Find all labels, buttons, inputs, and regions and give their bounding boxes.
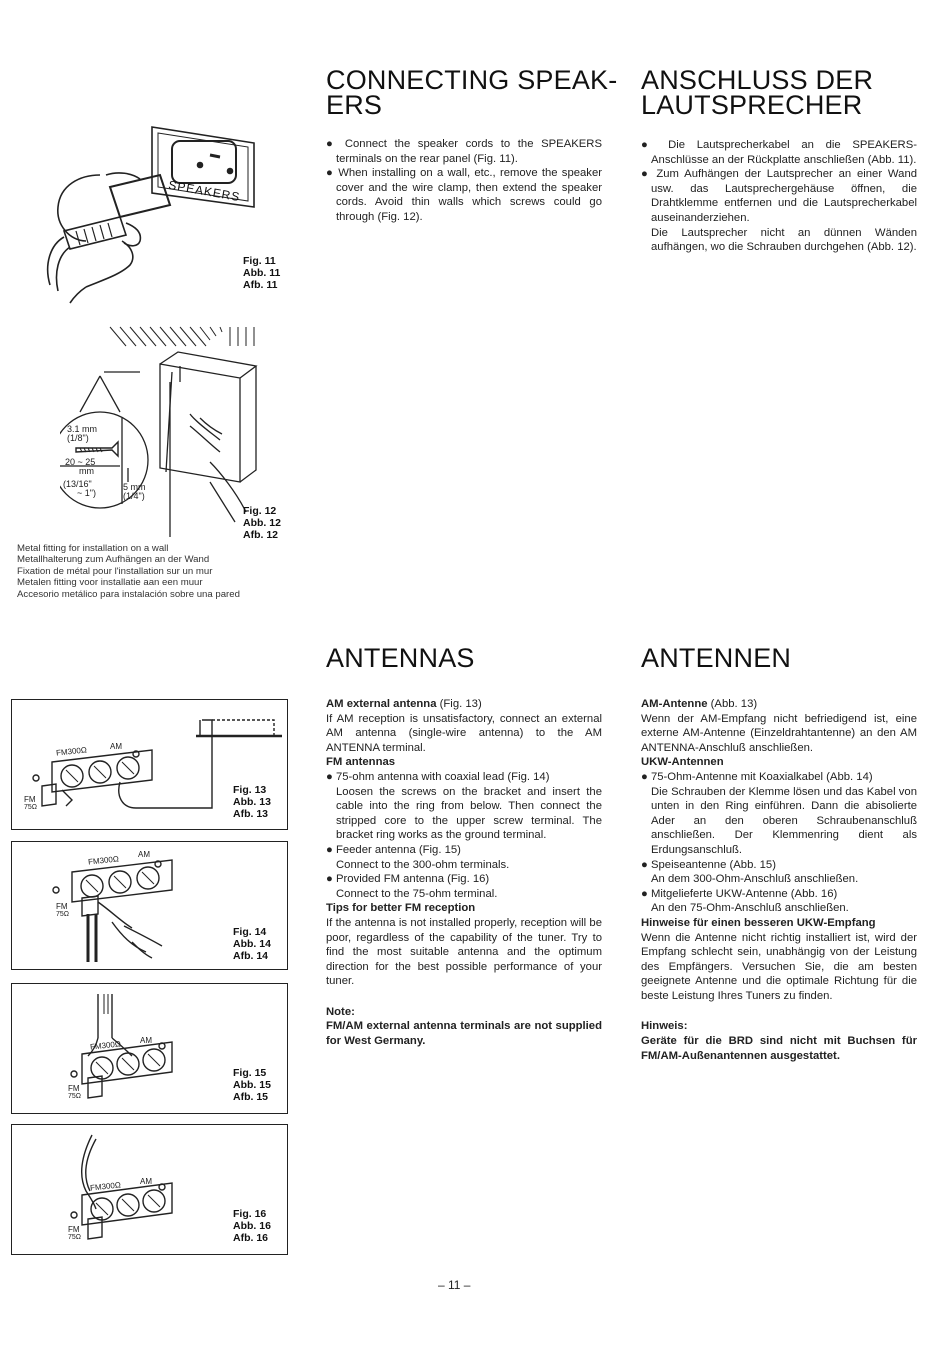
- fm300-label: FM300Ω: [89, 1039, 122, 1052]
- am-heading-line: [641, 697, 917, 712]
- fm-item-bullet: 75-Ohm-Antenne mit Koaxialkabel (Abb. 14): [650, 770, 873, 783]
- fig11-label-de: Abb. 11: [243, 267, 281, 279]
- tips-text: If the antenna is not installed properly, reception will be poor, regardless of the capability of the tuner. Try to find the most suitable antenna and the optimum direction for the best possible performance of your tuner.: [326, 916, 602, 988]
- caption-line: Accesorio metálico para instalación sobre una pared: [17, 588, 240, 600]
- fig12-caption: [17, 543, 240, 600]
- fig12-label-en: Fig. 12: [243, 505, 277, 517]
- bullet-item: ● Connect the speaker cords to the SPEAKERS terminals on the rear panel (Fig. 11).: [326, 138, 602, 165]
- fm-item-text: Die Schrauben der Klemme lösen und das Kabel von unten in den Ring einführen. Dann die abisolierte Ader an den oberen Schraubenanschluß anschließen. Der Klemmenring dient als Erdungsanschluß.: [651, 785, 917, 856]
- fig13-label-de: Abb. 13: [233, 796, 271, 808]
- fm-item: ● Speiseantenne (Abb. 15): [641, 858, 776, 871]
- antennen-title: ANTENNEN: [641, 643, 792, 673]
- caption-line: Metallhalterung zum Aufhängen an der Wand: [17, 554, 210, 566]
- fig13-label: [233, 784, 271, 820]
- fig12-label-de: Abb. 12: [243, 517, 281, 529]
- page-number: – 11 –: [438, 1278, 471, 1292]
- am-ref: (Fig. 13): [439, 698, 482, 710]
- fm300-label: FM300Ω: [55, 745, 88, 758]
- connecting-speakers-title: [326, 65, 618, 120]
- fm300-label: FM300Ω: [89, 1180, 122, 1193]
- fig15-label-en: Fig. 15: [233, 1067, 267, 1079]
- fm-terminal-label: FM: [68, 1225, 80, 1234]
- bullet-item: ● Zum Aufhängen der Lautsprecher an einer Wand usw. das Lautsprechergehäuse öffnen, die Drahtklemme entfernen und die Lautsprecherkabel auseinanderziehen.: [641, 168, 918, 224]
- fig16-label-nl: Afb. 16: [233, 1232, 269, 1244]
- fm-item-bullet: Speiseantenne (Abb. 15): [650, 858, 776, 871]
- fm-terminal-label: FM: [24, 795, 36, 804]
- caption-line: Metalen fitting voor installatie aan een muur: [17, 577, 203, 589]
- fm-item: ● Feeder antenna (Fig. 15): [326, 843, 461, 856]
- fm75-label: 75Ω: [24, 804, 38, 811]
- am-heading: AM external antenna: [326, 698, 437, 710]
- am-text: If AM reception is unsatisfactory, connect an external AM antenna (single-wire antenna) to the AM ANTENNA terminal.: [326, 712, 602, 754]
- fm-item: ● 75-Ohm-Antenne mit Koaxialkabel (Abb. 14): [641, 770, 873, 783]
- bullet-item: ● When installing on a wall, etc., remove the speaker cover and the wire clamp, then extend the speaker cords. Avoid thin walls which screws could go through (Fig. 12).: [326, 167, 602, 223]
- bullet-item: ● Die Lautsprecherkabel an die SPEAKERS-Anschlüsse an der Rückplatte anschließen (Abb. 11).: [641, 139, 917, 166]
- bullet-text: Zum Aufhängen der Lautsprecher an einer Wand usw. das Lautsprechergehäuse öffnen, die Drahtklemme entfernen und die Lautsprecherkabel auseinanderziehen.: [651, 168, 918, 224]
- fm-item-bullet: Feeder antenna (Fig. 15): [335, 843, 461, 856]
- fm75-label: 75Ω: [68, 1234, 82, 1241]
- fm75-label: 75Ω: [56, 911, 70, 918]
- fig15-label: [233, 1067, 271, 1103]
- fm75-label: 75Ω: [68, 1093, 82, 1100]
- fig16-label-de: Abb. 16: [233, 1220, 271, 1232]
- fig14-label-de: Abb. 14: [233, 938, 271, 950]
- dim-gap-in: (1/4"): [123, 491, 145, 501]
- fig15-label-nl: Afb. 15: [233, 1091, 269, 1103]
- am-heading-line: [326, 697, 602, 712]
- note-text: FM/AM external antenna terminals are not supplied for West Germany.: [326, 1020, 602, 1048]
- dim-gap: 5 mm: [123, 482, 146, 492]
- am-heading: AM-Antenne: [641, 698, 708, 710]
- tips-text: Wenn die Antenne nicht richtig installiert ist, wird der Empfang schlecht sein, unabhängig von der Leistung des Empfängers. Versuchen Sie, die am besten geeignete Antenne und die optimale Richtung für die beste Leistung Ihres Tuners zu finden.: [641, 931, 917, 1002]
- am-terminal-label: AM: [140, 1177, 152, 1186]
- tips-heading: Tips for better FM reception: [326, 902, 476, 915]
- fig12-label-nl: Afb. 12: [243, 529, 279, 541]
- fm-terminal-label: FM: [56, 902, 68, 911]
- fm-item-text: Connect to the 75-ohm terminal.: [336, 887, 498, 900]
- fm-heading: FM antennas: [326, 756, 396, 769]
- fig13-label-en: Fig. 13: [233, 784, 267, 796]
- fig11-illustration: [40, 115, 270, 305]
- bullet-text: Die Lautsprecherkabel an die SPEAKERS-Anschlüsse an der Rückplatte anschließen (Abb. 11).: [651, 139, 917, 166]
- fm300-label: FM300Ω: [87, 854, 120, 867]
- dim-len-in2: ~ 1"): [77, 488, 96, 498]
- fm-heading: UKW-Antennen: [641, 756, 724, 769]
- am-text: Wenn der AM-Empfang nicht befriedigend ist, eine externe AM-Antenne (Einzeldrahtantenne) an den AM ANTENNA-Anschluß anschließen.: [641, 712, 917, 754]
- anschluss-body: [641, 138, 917, 255]
- tips-heading: Hinweise für einen besseren UKW-Empfang: [641, 916, 876, 929]
- fig11-label-en: Fig. 11: [243, 255, 276, 267]
- note-heading: Hinweis:: [641, 1020, 688, 1033]
- dim-len-in: (13/16": [63, 479, 92, 489]
- fig11-label: [243, 255, 280, 291]
- bullet-text: When installing on a wall, etc., remove the speaker cover and the wire clamp, then extend the speaker cords. Avoid thin walls which screws could go through (Fig. 12).: [336, 167, 602, 223]
- fm-item-bullet: Mitgelieferte UKW-Antenne (Abb. 16): [650, 887, 838, 900]
- dim-len: 20 ~ 25: [65, 457, 96, 467]
- fig16-label: [233, 1208, 271, 1244]
- title-line: ERS: [326, 90, 383, 120]
- antennen-body: [641, 697, 917, 1063]
- caption-line: Metal fitting for installation on a wall: [17, 543, 169, 554]
- fm-item-text: An den 75-Ohm-Anschluß anschließen.: [651, 902, 849, 915]
- fig13-label-nl: Afb. 13: [233, 808, 269, 820]
- fig15-label-de: Abb. 15: [233, 1079, 271, 1091]
- fm-item: ● 75-ohm antenna with coaxial lead (Fig. 14): [326, 770, 550, 783]
- dim-len-unit: mm: [79, 466, 94, 476]
- fig14-label-nl: Afb. 14: [233, 950, 269, 962]
- fm-item: ● Provided FM antenna (Fig. 16): [326, 873, 490, 886]
- anschluss-title: [641, 65, 874, 120]
- speakers-panel-label: SPEAKERS: [167, 177, 242, 205]
- antennas-title: ANTENNAS: [326, 643, 475, 673]
- fm-item-bullet: 75-ohm antenna with coaxial lead (Fig. 14): [335, 770, 550, 783]
- bullet-text: Connect the speaker cords to the SPEAKERS terminals on the rear panel (Fig. 11).: [336, 138, 602, 165]
- fm-item-bullet: Provided FM antenna (Fig. 16): [335, 873, 490, 886]
- am-terminal-label: AM: [110, 742, 122, 751]
- fm-item-text: Loosen the screws on the bracket and insert the cable into the ring from below. Then connect the stripped core to the upper screw terminal. The bracket ring works as the ground terminal.: [336, 785, 602, 842]
- am-terminal-label: AM: [138, 850, 150, 859]
- dim-head: 3.1 mm: [67, 424, 98, 434]
- dim-head-in: (1/8"): [67, 433, 89, 443]
- fig11-label-nl: Afb. 11: [243, 279, 278, 291]
- am-ref: (Abb. 13): [710, 698, 758, 710]
- note-text: Geräte für die BRD sind nicht mit Buchsen für FM/AM-Außenantennen ausgestattet.: [641, 1035, 917, 1062]
- note-heading: Note:: [326, 1005, 355, 1018]
- fig14-label-en: Fig. 14: [233, 926, 267, 938]
- title-line: CONNECTING SPEAK-: [326, 65, 618, 95]
- fig16-label-en: Fig. 16: [233, 1208, 267, 1220]
- am-terminal-label: AM: [140, 1036, 152, 1045]
- title-line: ANSCHLUSS DER: [641, 65, 874, 95]
- antennas-body: [326, 697, 602, 1049]
- fm-item-text: Connect to the 300-ohm terminals.: [336, 858, 510, 871]
- fm-terminal-label: FM: [68, 1084, 80, 1093]
- title-line: LAUTSPRECHER: [641, 90, 863, 120]
- continuation-text: Die Lautsprecher nicht an dünnen Wänden aufhängen, wo die Schrauben durchgehen (Abb. 12).: [651, 226, 917, 254]
- connecting-speakers-body: [326, 137, 602, 225]
- caption-line: Fixation de métal pour l'installation sur un mur: [17, 565, 213, 577]
- fm-item: ● Mitgelieferte UKW-Antenne (Abb. 16): [641, 887, 838, 900]
- fm-item-text: An dem 300-Ohm-Anschluß anschließen.: [651, 873, 859, 886]
- fig14-label: [233, 926, 271, 962]
- fig12-label: [243, 505, 281, 541]
